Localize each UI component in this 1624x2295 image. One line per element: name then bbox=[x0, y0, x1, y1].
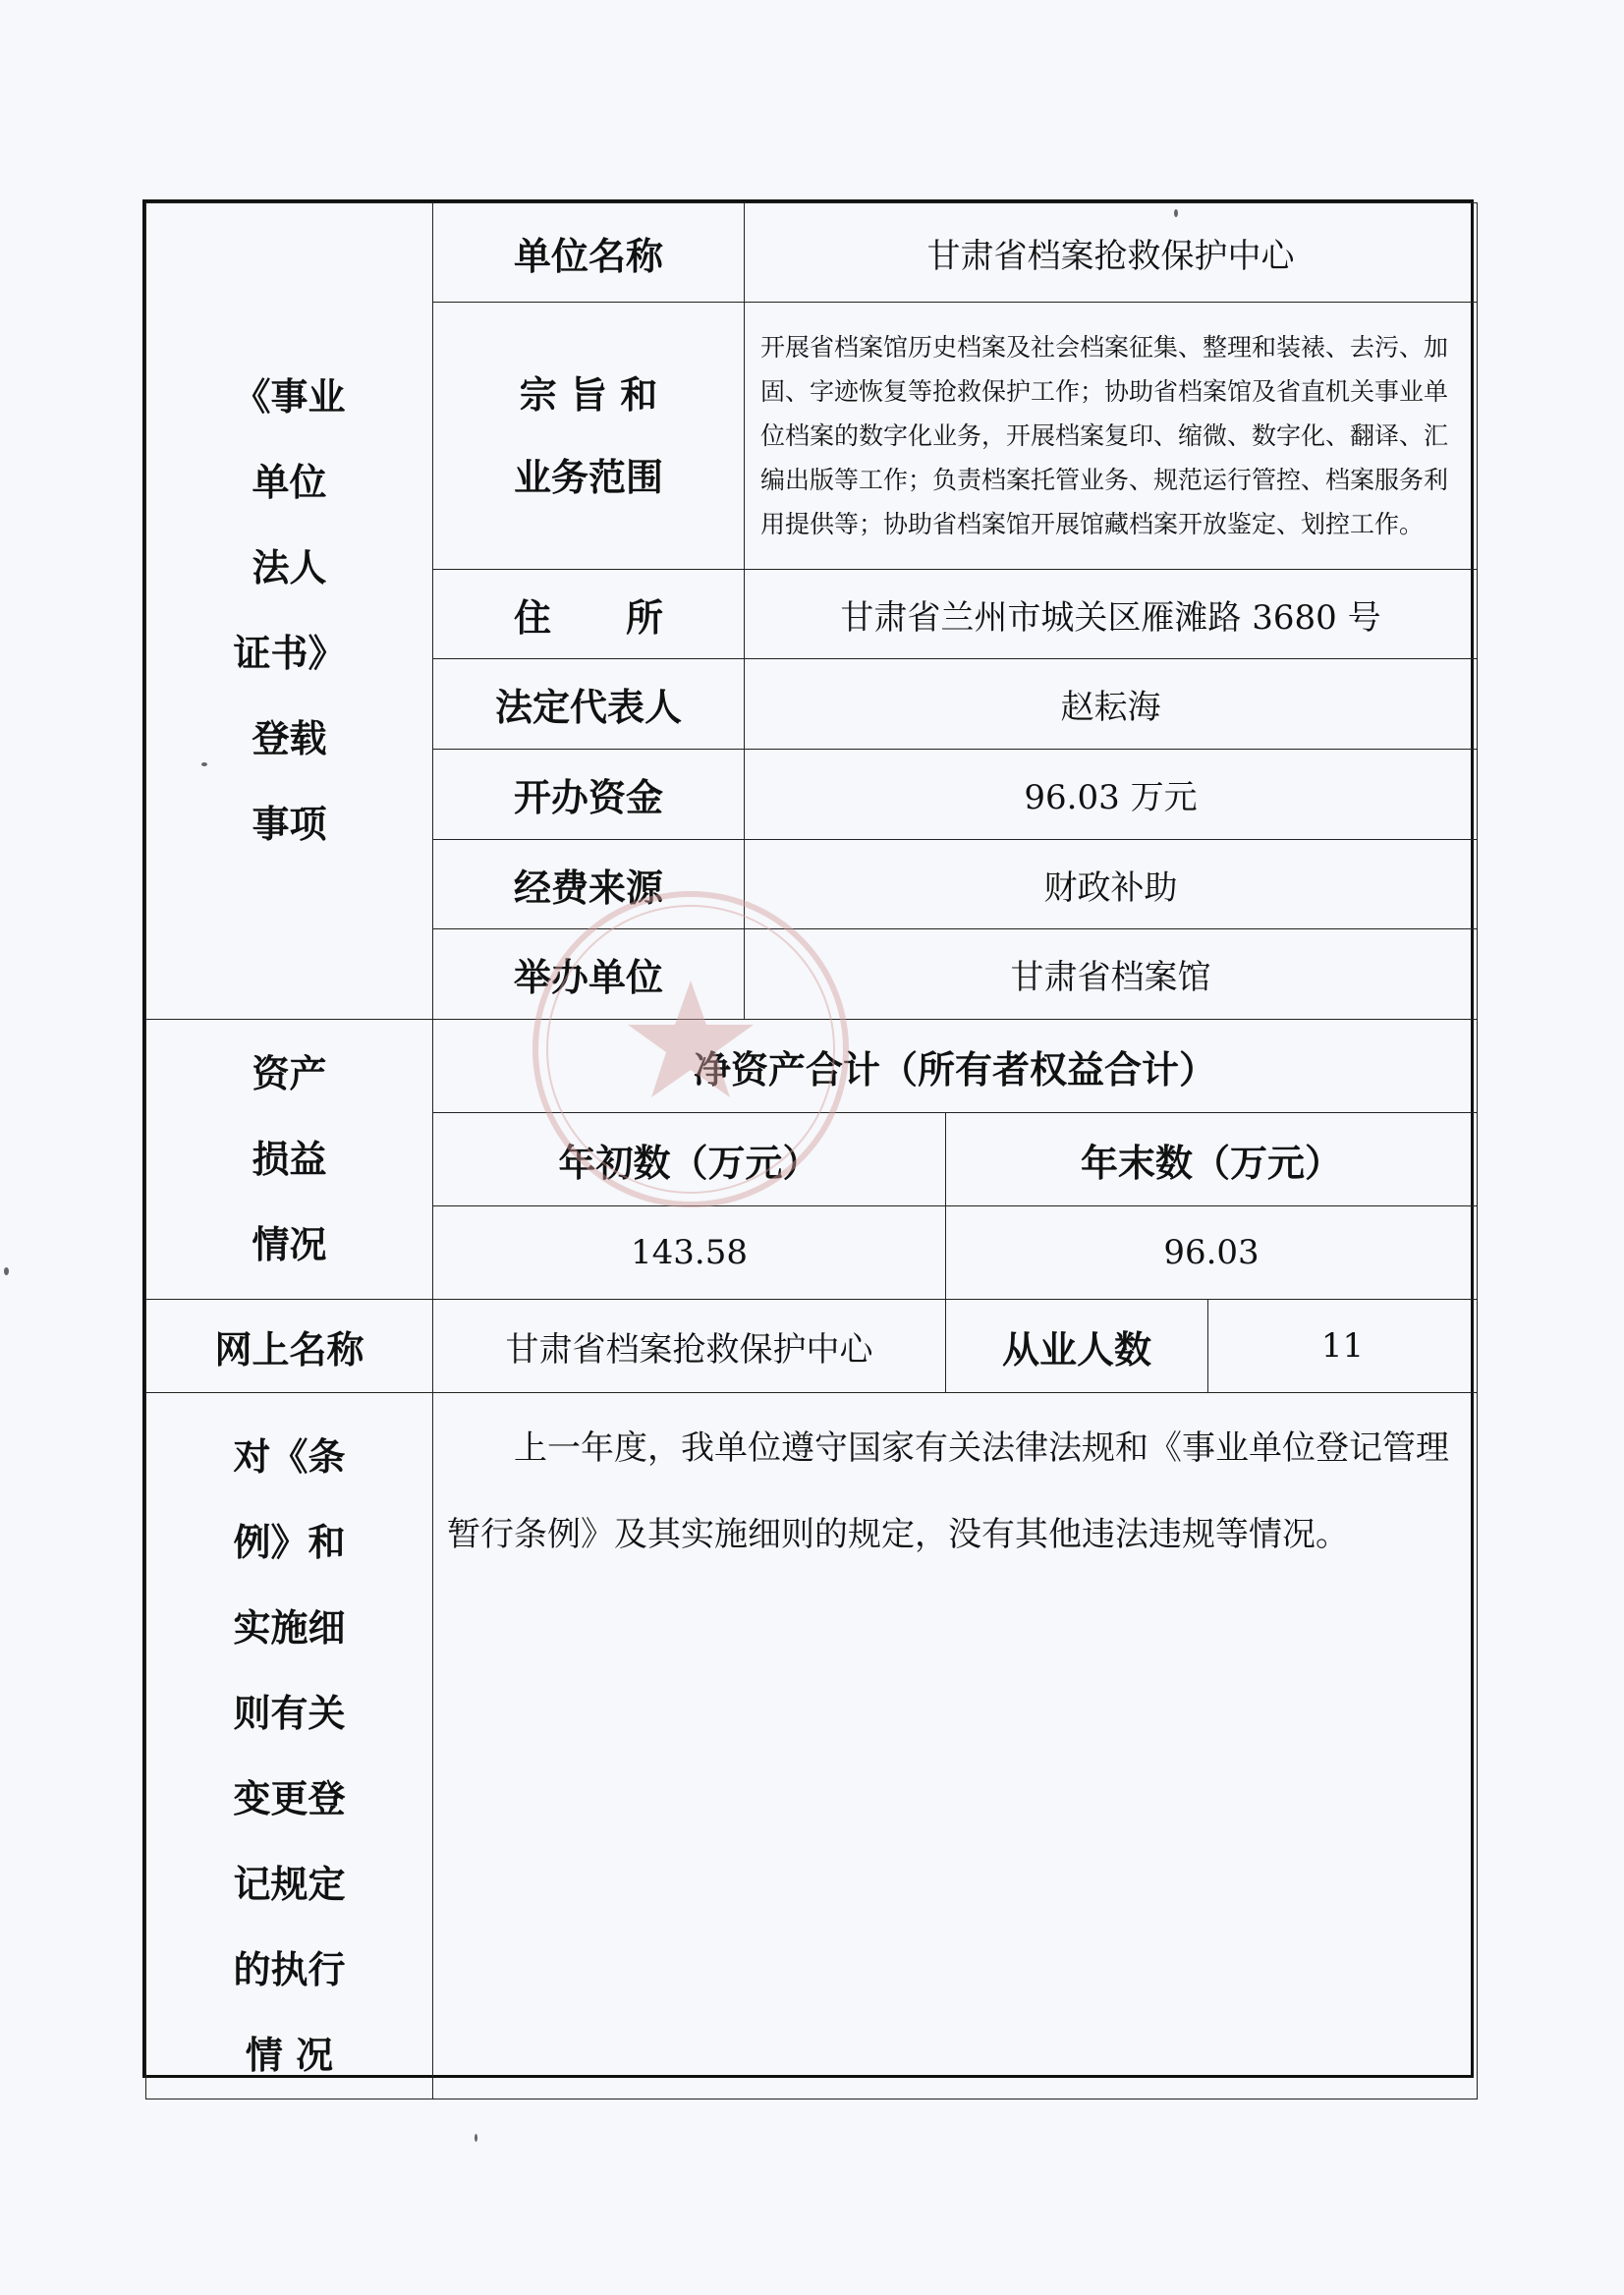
purpose-value: 开展省档案馆历史档案及社会档案征集、整理和装裱、去污、加固、字迹恢复等抢救保护工作；协助省档案馆及省直机关事业单位档案的数字化业务，开展档案复印、缩微、数字化、翻译、汇编出版等工作；负责档案托管业务、规范运行管控、档案服务利用提供等；协助省档案馆开展馆藏档案开放鉴定、划控工作。 bbox=[745, 303, 1478, 570]
purpose-label bbox=[433, 303, 745, 570]
scan-speck bbox=[201, 762, 207, 766]
address-value: 甘肃省兰州市城关区雁滩路 3680 号 bbox=[745, 570, 1478, 659]
cert-section-label bbox=[146, 203, 433, 1020]
execution-label-line: 记规定 bbox=[233, 1863, 346, 1906]
assets-label-line: 情况 bbox=[252, 1222, 327, 1266]
execution-label bbox=[146, 1393, 433, 2099]
end-year-value: 96.03 bbox=[946, 1206, 1478, 1300]
legal-rep-value: 赵耘海 bbox=[745, 659, 1478, 750]
begin-year-value: 143.58 bbox=[433, 1206, 946, 1300]
execution-text: 上一年度，我单位遵守国家有关法律法规和《事业单位登记管理暂行条例》及其实施细则的规定，没有其他违法违规等情况。 bbox=[433, 1393, 1478, 2099]
cert-label-line: 事项 bbox=[252, 803, 327, 846]
assets-label-line: 损益 bbox=[252, 1137, 327, 1181]
purpose-label-line: 业务范围 bbox=[513, 455, 663, 499]
row-assets-header bbox=[146, 1020, 1478, 1113]
purpose-label-line: 宗 旨 和 bbox=[519, 372, 658, 417]
row-unit-name bbox=[146, 203, 1478, 303]
cert-label-line: 法人 bbox=[252, 546, 327, 589]
address-label: 住 所 bbox=[433, 570, 745, 659]
sponsor-value: 甘肃省档案馆 bbox=[745, 929, 1478, 1020]
capital-value: 96.03 万元 bbox=[745, 750, 1478, 840]
staff-count-label: 从业人数 bbox=[946, 1300, 1208, 1393]
execution-label-line: 例》和 bbox=[233, 1521, 346, 1564]
funding-value: 财政补助 bbox=[745, 840, 1478, 929]
cert-label-line: 单位 bbox=[252, 461, 327, 504]
assets-label bbox=[146, 1020, 433, 1300]
legal-rep-label: 法定代表人 bbox=[433, 659, 745, 750]
online-name-label: 网上名称 bbox=[146, 1300, 433, 1393]
scan-speck bbox=[4, 1267, 9, 1275]
cert-label-line: 登载 bbox=[252, 717, 327, 760]
unit-name-value: 甘肃省档案抢救保护中心 bbox=[745, 203, 1478, 303]
cert-label-line: 《事业 bbox=[233, 375, 346, 419]
online-name-value: 甘肃省档案抢救保护中心 bbox=[433, 1300, 946, 1393]
execution-label-line: 对《条 bbox=[233, 1435, 346, 1479]
staff-count-value: 11 bbox=[1208, 1300, 1478, 1393]
row-execution bbox=[146, 1393, 1478, 2099]
sponsor-label: 举办单位 bbox=[433, 929, 745, 1020]
report-form bbox=[142, 199, 1474, 2078]
begin-year-label: 年初数（万元） bbox=[433, 1113, 946, 1206]
end-year-label: 年末数（万元） bbox=[946, 1113, 1478, 1206]
assets-label-line: 资产 bbox=[252, 1051, 327, 1095]
execution-label-line: 变更登 bbox=[233, 1777, 346, 1820]
cert-label-line: 证书》 bbox=[233, 632, 346, 675]
net-assets-header: 净资产合计（所有者权益合计） bbox=[433, 1020, 1478, 1113]
execution-label-line: 的执行 bbox=[233, 1948, 346, 1991]
execution-label-line: 则有关 bbox=[233, 1692, 346, 1735]
scan-speck bbox=[475, 2134, 477, 2142]
execution-label-line: 实施细 bbox=[233, 1606, 346, 1650]
execution-label-line: 情 况 bbox=[245, 2034, 334, 2077]
capital-label: 开办资金 bbox=[433, 750, 745, 840]
report-table bbox=[145, 202, 1478, 2099]
scan-speck bbox=[1174, 209, 1178, 217]
unit-name-label: 单位名称 bbox=[433, 203, 745, 303]
row-online bbox=[146, 1300, 1478, 1393]
funding-label: 经费来源 bbox=[433, 840, 745, 929]
